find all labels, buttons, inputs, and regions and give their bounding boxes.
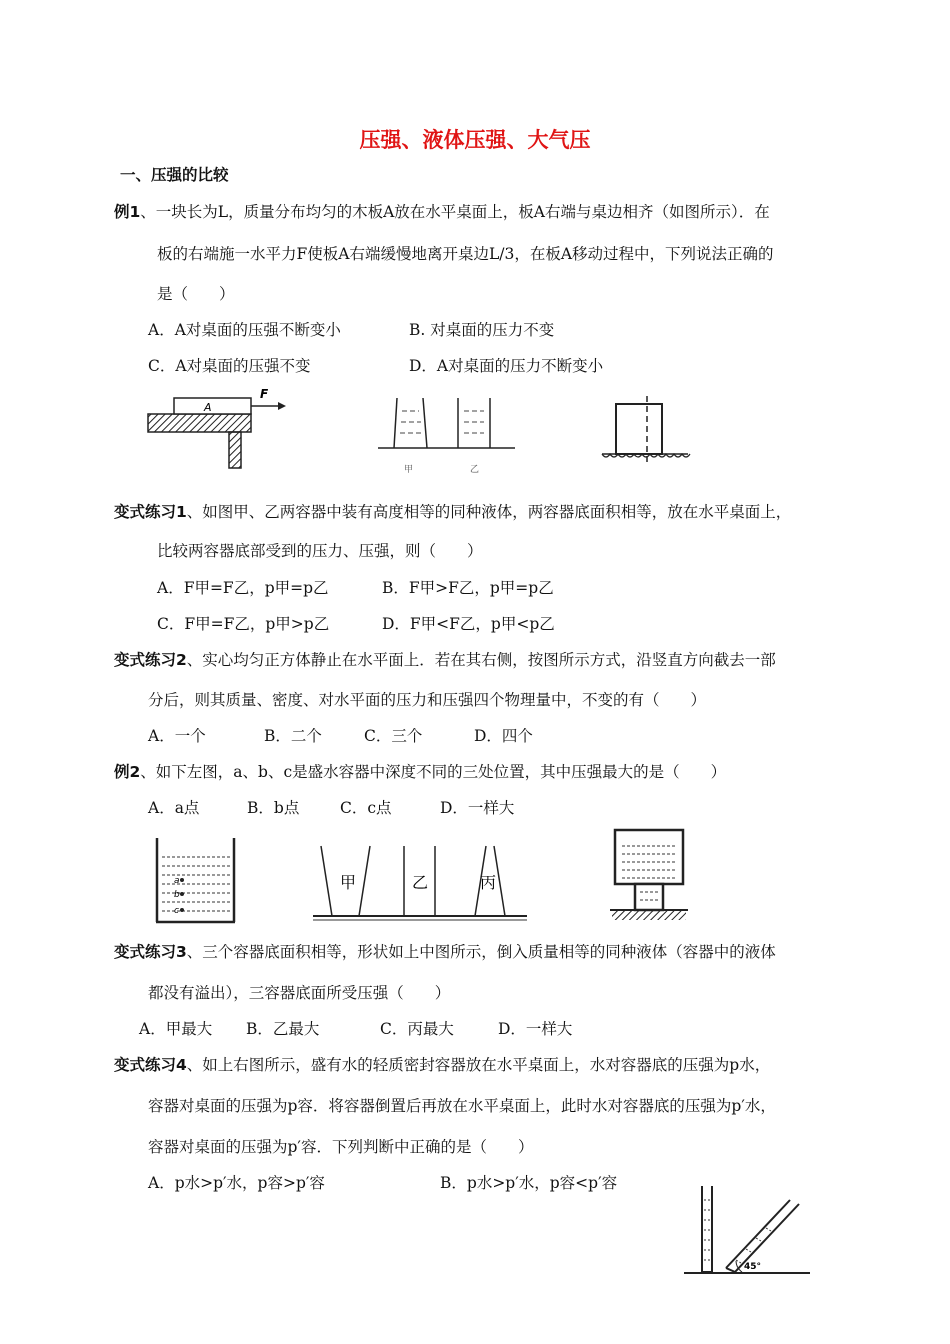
container-bing-label: 丙: [480, 873, 497, 892]
container-yi-label: 乙: [470, 465, 480, 475]
variant-4-option-b: B．p水>p′水，p容<p′容: [440, 1174, 618, 1192]
example-2-line-1: [114, 760, 726, 782]
variant-2-option-a: A．一个: [148, 727, 206, 745]
figure-row-1: [140, 382, 700, 482]
example-1-text: 、一块长为L，质量分布均匀的木板A放在水平桌面上，板A右端与桌边相齐（如图所示）．在: [140, 203, 770, 221]
point-b-label: b: [174, 890, 180, 900]
example-2-label: 例2: [114, 763, 141, 781]
tube-diagram: [684, 1186, 810, 1273]
example-2-option-c: C．c点: [340, 799, 392, 817]
example-1-option-d: D．A对桌面的压力不断变小: [409, 357, 604, 375]
variant-4-line-1: [114, 1053, 770, 1075]
figure-tubes: [680, 1180, 820, 1280]
sealed-container-diagram: [610, 830, 688, 920]
example-2-option-d: D．一样大: [440, 799, 515, 817]
variant-2-line-2: 分后，则其质量、密度、对水平面的压力和压强四个物理量中，不变的有（ ）: [148, 691, 707, 709]
container-yi-label: 乙: [412, 873, 429, 892]
two-containers-diagram: [378, 398, 515, 475]
variant-4-line-2: 容器对桌面的压强为p容．将容器倒置后再放在水平桌面上，此时水对容器底的压强为p′水，: [148, 1097, 776, 1115]
page-title: 压强、液体压强、大气压: [359, 128, 591, 152]
variant-2-label: 变式练习2: [114, 651, 187, 669]
variant-1-option-d: D．F甲<F乙，p甲<p乙: [382, 615, 555, 633]
variant-1-line-2: 比较两容器底部受到的压力、压强，则（ ）: [157, 542, 483, 560]
example-1-option-a: A．A对桌面的压强不断变小: [148, 321, 341, 339]
variant-2-option-d: D．四个: [474, 727, 533, 745]
variant-4-option-a: A．p水>p′水，p容>p′容: [148, 1174, 325, 1192]
board-a-label: A: [204, 401, 212, 414]
section-heading: 一、压强的比较: [120, 166, 229, 184]
variant-2-text: 、实心均匀正方体静止在水平面上．若在其右侧，按图所示方式，沿竖直方向截去一部: [186, 651, 776, 669]
example-1-line-1: [114, 200, 770, 222]
variant-4-label: 变式练习4: [114, 1056, 187, 1074]
example-2-option-b: B．b点: [247, 799, 300, 817]
container-jia-label: 甲: [340, 873, 357, 892]
variant-3-text: 、三个容器底面积相等，形状如上中图所示，倒入质量相等的同种液体（容器中的液体: [186, 943, 776, 961]
angle-label: 45°: [744, 1262, 762, 1272]
variant-3-option-b: B．乙最大: [246, 1020, 320, 1038]
variant-1-option-c: C．F甲=F乙，p甲>p乙: [157, 615, 330, 633]
variant-3-label: 变式练习3: [114, 943, 187, 961]
variant-2-option-c: C．三个: [364, 727, 423, 745]
variant-3-option-d: D．一样大: [498, 1020, 573, 1038]
cube-cut-diagram: [602, 396, 690, 462]
force-f-label: F: [260, 387, 269, 401]
container-jia-label: 甲: [404, 465, 414, 475]
variant-1-line-1: [114, 500, 791, 522]
variant-3-line-2: 都没有溢出），三容器底面所受压强（ ）: [148, 984, 451, 1002]
example-1-line-2: 板的右端施一水平力F使板A右端缓慢地离开桌边L/3，在板A移动过程中，下列说法正确的: [157, 245, 774, 263]
variant-3-option-a: A．甲最大: [139, 1020, 213, 1038]
example-1-label: 例1: [114, 203, 141, 221]
example-1-option-b: B. 对桌面的压力不变: [409, 321, 555, 339]
variant-1-text: 、如图甲、乙两容器中装有高度相等的同种液体，两容器底面积相等，放在水平桌面上，: [186, 503, 792, 521]
water-depth-diagram: [156, 838, 235, 922]
variant-3-option-c: C．丙最大: [380, 1020, 454, 1038]
variant-1-label: 变式练习1: [114, 503, 187, 521]
figure-row-2: [150, 826, 695, 926]
example-2-option-a: A．a点: [148, 799, 200, 817]
point-a-label: a: [174, 876, 180, 886]
point-c-label: c: [174, 906, 179, 916]
example-2-text: 、如下左图，a、b、c是盛水容器中深度不同的三处位置，其中压强最大的是（ ）: [140, 763, 727, 781]
variant-2-option-b: B．二个: [264, 727, 322, 745]
variant-2-line-1: [114, 648, 776, 670]
variant-1-option-b: B．F甲>F乙，p甲=p乙: [382, 579, 554, 597]
example-1-option-c: C．A对桌面的压强不变: [148, 357, 311, 375]
three-containers-diagram: [313, 846, 527, 920]
variant-1-option-a: A．F甲=F乙，p甲=p乙: [157, 579, 329, 597]
variant-4-text: 、如上右图所示，盛有水的轻质密封容器放在水平桌面上，水对容器底的压强为p水，: [186, 1056, 771, 1074]
variant-3-line-1: [114, 940, 776, 962]
example-1-line-3: 是（ ）: [157, 285, 235, 303]
board-on-table-diagram: [148, 387, 286, 468]
variant-4-line-3: 容器对桌面的压强为p′容．下列判断中正确的是（ ）: [148, 1138, 534, 1156]
